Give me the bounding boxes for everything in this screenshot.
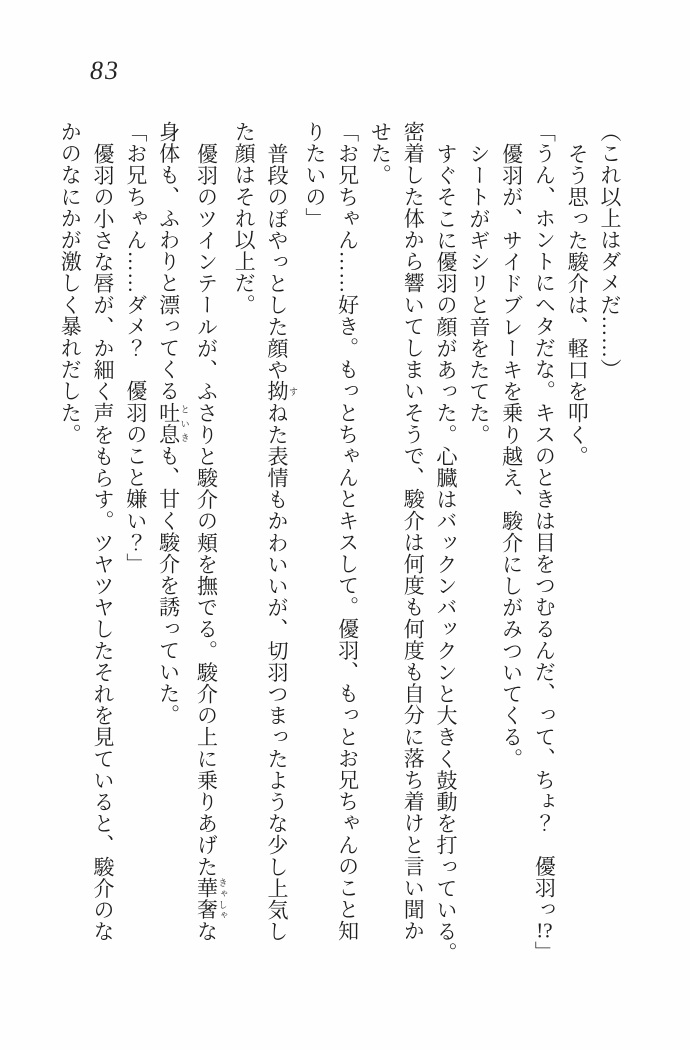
text-column: 密着した体から響いてしまいそうで、駿介は何度も何度も自分に落ち着けと言い聞か bbox=[401, 121, 426, 942]
furigana-ruby: 華奢 きゃしゃ bbox=[194, 877, 228, 921]
tate-chu-yoko: !? bbox=[536, 920, 553, 942]
page-text bbox=[53, 121, 626, 979]
text-column: 優羽の小さな唇が、か細く声をもらす。ツヤツヤしたそれを見ていると、駿介のな bbox=[91, 142, 116, 942]
text-column: 「お兄ちゃん……好き。もっとちゃんとキスして。優羽、もっとお兄ちゃんのこと知 bbox=[335, 121, 360, 942]
text-column: 身体も、ふわりと漂ってくる吐息 といきも、甘く駿介を誘っていた。 bbox=[156, 121, 190, 726]
furigana-ruby: 吐息 といき bbox=[156, 401, 190, 446]
text-column: た顔はそれ以上だ。 bbox=[232, 121, 257, 316]
text-column: そう思った駿介は、軽口を叩く。 bbox=[565, 142, 590, 467]
furigana-ruby: 拗 す bbox=[265, 380, 299, 402]
text-column: 「うん、ホントにヘタだな。キスのときは目をつむるんだ、って、ちょ？ 優羽っ!?」 bbox=[532, 121, 557, 963]
text-column: せた。 bbox=[368, 121, 393, 186]
text-column: りたいの」 bbox=[302, 121, 327, 229]
text-column: かのなにかが激しく暴れだした。 bbox=[58, 121, 83, 445]
text-column: 優羽のツインテールが、ふさりと駿介の頬を撫でる。駿介の上に乗りあげた華奢 きゃしゃな bbox=[194, 142, 228, 942]
text-column: 「お兄ちゃん……ダメ？ 優羽のこと嫌い？」 bbox=[123, 121, 148, 575]
text-column: シートがギシリと音をたてた。 bbox=[466, 142, 491, 445]
text-column: 普段のぽやっとした顔や拗 すねた表情もかわいいが、切羽つまったような少し上気し bbox=[265, 142, 299, 942]
text-column: すぐそこに優羽の顔があった。心臓はバックンバックンと大きく鼓動を打っている。 bbox=[434, 142, 459, 964]
text-column: 優羽が、サイドブレーキを乗り越え、駿介にしがみついてくる。 bbox=[499, 142, 524, 769]
text-column: （これ以上はダメだ……） bbox=[598, 121, 622, 381]
page-number: 83 bbox=[90, 56, 120, 85]
